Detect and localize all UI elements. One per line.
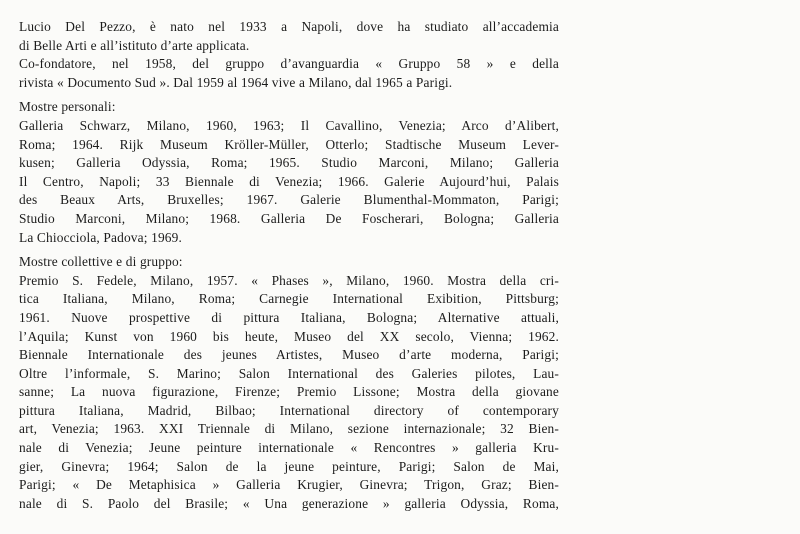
section-heading: Mostre collettive e di gruppo:	[19, 254, 183, 270]
text-line: Galleria Schwarz, Milano, 1960, 1963; Il Cavallino, Venezia; Arco d’Alibert,	[19, 117, 559, 133]
text-line: Parigi; « De Metaphisica » Galleria Krugier, Ginevra; Trigon, Graz; Bien-	[19, 477, 559, 493]
text-line: l’Aquila; Kunst von 1960 bis heute, Museo del XX secolo, Vienna; 1962.	[19, 328, 559, 344]
text-line: Studio Marconi, Milano; 1968. Galleria De Foscherari, Bologna; Galleria	[19, 210, 559, 226]
section-heading: Mostre personali:	[19, 99, 116, 115]
group-exhibitions-section	[19, 253, 559, 513]
text-line: Premio S. Fedele, Milano, 1957. « Phases », Milano, 1960. Mostra della cri-	[19, 272, 559, 288]
text-line: nale di S. Paolo del Brasile; « Una generazione » galleria Odyssia, Roma,	[19, 495, 559, 511]
text-line: pittura Italiana, Madrid, Bilbao; International directory of contemporary	[19, 402, 559, 418]
text-line: di Belle Arti e all’istituto d’arte applicata.	[19, 37, 250, 53]
text-line: art, Venezia; 1963. XXI Triennale di Milano, sezione internazionale; 32 Bien-	[19, 421, 559, 437]
text-line: La Chiocciola, Padova; 1969.	[19, 229, 182, 245]
text-line: Il Centro, Napoli; 33 Biennale di Venezia; 1966. Galerie Aujourd’hui, Palais	[19, 173, 559, 189]
text-line: tica Italiana, Milano, Roma; Carnegie International Exibition, Pittsburg;	[19, 291, 559, 307]
text-line: Biennale Internationale des jeunes Artistes, Museo d’arte moderna, Parigi;	[19, 347, 559, 363]
text-line: 1961. Nuove prospettive di pittura Italiana, Bologna; Alternative attuali,	[19, 309, 559, 325]
document-page	[19, 18, 559, 513]
text-line: sanne; La nuova figurazione, Firenze; Premio Lissone; Mostra della giovane	[19, 384, 559, 400]
text-line: des Beaux Arts, Bruxelles; 1967. Galerie Blumenthal-Mommaton, Parigi;	[19, 192, 559, 208]
text-line: kusen; Galleria Odyssia, Roma; 1965. Studio Marconi, Milano; Galleria	[19, 155, 559, 171]
text-line: Roma; 1964. Rijk Museum Kröller-Müller, Otterlo; Stadtische Museum Lever-	[19, 136, 559, 152]
biography-paragraph	[19, 18, 559, 92]
text-line: Oltre l’informale, S. Marino; Salon International des Galeries pilotes, Lau-	[19, 365, 559, 381]
text-line: rivista « Documento Sud ». Dal 1959 al 1964 vive a Milano, dal 1965 a Parigi.	[19, 74, 453, 90]
text-line: gier, Ginevra; 1964; Salon de la jeune peinture, Parigi; Salon de Mai,	[19, 458, 559, 474]
text-line: Co-fondatore, nel 1958, del gruppo d’avanguardia « Gruppo 58 » e della	[19, 56, 559, 72]
text-line: Lucio Del Pezzo, è nato nel 1933 a Napoli, dove ha studiato all’accademia	[19, 19, 559, 34]
text-line: nale di Venezia; Jeune peinture internationale « Rencontres » galleria Kru-	[19, 440, 559, 456]
personal-exhibitions-section	[19, 98, 559, 247]
